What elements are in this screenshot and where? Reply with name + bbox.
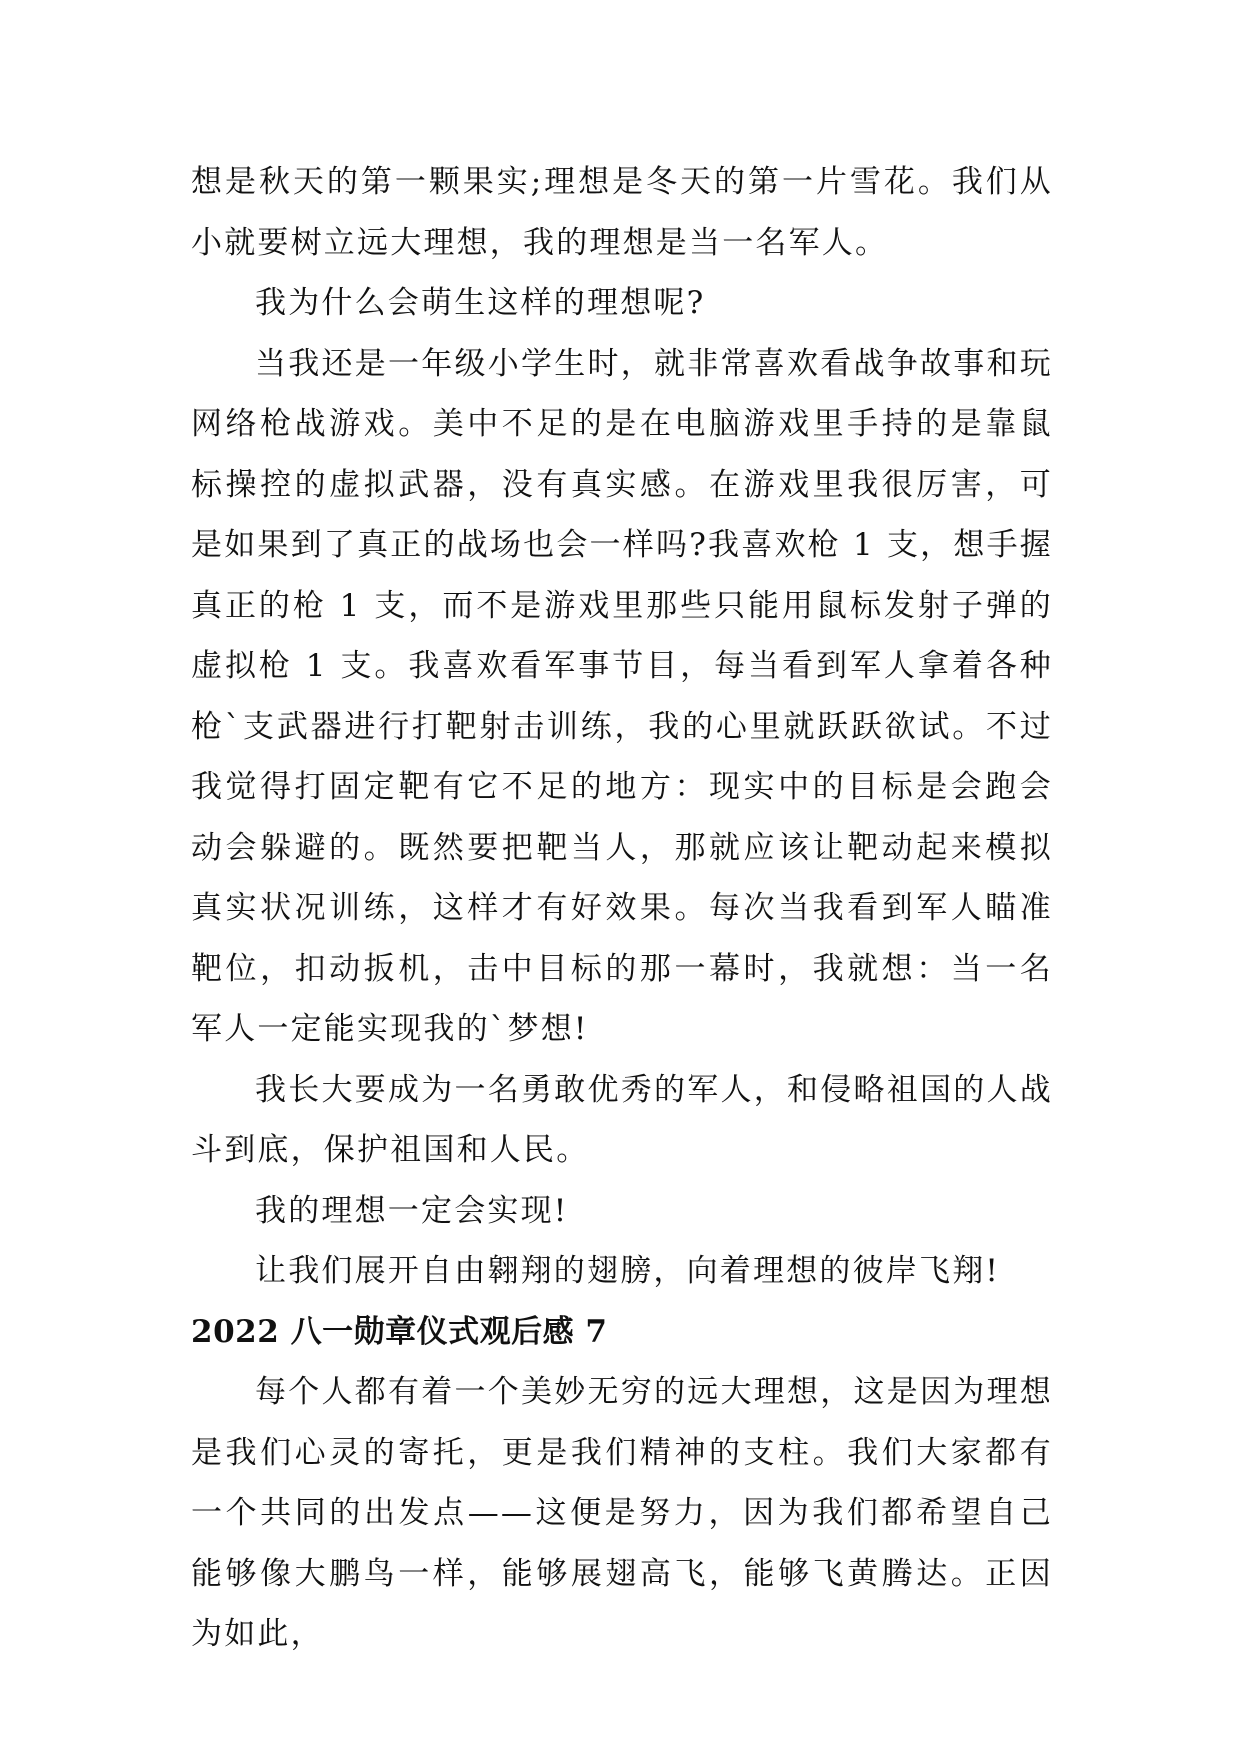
paragraph-4: 我长大要成为一名勇敢优秀的军人，和侵略祖国的人战斗到底，保护祖国和人民。 bbox=[191, 1071, 1053, 1168]
document-body bbox=[191, 152, 1053, 1665]
section-heading: 2022 八一勋章仪式观后感 7 bbox=[191, 1313, 608, 1350]
paragraph-1: 想是秋天的第一颗果实;理想是冬天的第一片雪花。我们从小就要树立远大理想，我的理想是当一名军人。 bbox=[191, 164, 1053, 261]
paragraph-7: 每个人都有着一个美妙无穷的远大理想，这是因为理想是我们心灵的寄托，更是我们精神的支柱。我们大家都有一个共同的出发点——这便是努力，因为我们都希望自己能够像大鹏鸟一样，能够展翅高飞，能够飞黄腾达。正因为如此， bbox=[191, 1374, 1053, 1652]
paragraph-2: 我为什么会萌生这样的理想呢? bbox=[255, 285, 706, 321]
paragraph-3: 当我还是一年级小学生时，就非常喜欢看战争故事和玩网络枪战游戏。美中不足的是在电脑游戏里手持的是靠鼠标操控的虚拟武器，没有真实感。在游戏里我很厉害，可是如果到了真正的战场也会一样吗?我喜欢枪 1 支，想手握真正的枪 1 支，而不是游戏里那些只能用鼠标发射子弹的虚拟枪 1 支。我喜欢看军事节目，每当看到军人拿着各种枪`支武器进行打靶射击训练，我的心里就跃跃欲试。不过我觉得打固定靶有它不足的地方：现实中的目标是会跑会动会躲避的。既然要把靶当人，那就应该让靶动起来模拟真实状况训练，这样才有好效果。每次当我看到军人瞄准靶位，扣动扳机，击中目标的那一幕时，我就想：当一名军人一定能实现我的`梦想! bbox=[191, 345, 1053, 1047]
paragraph-6: 让我们展开自由翱翔的翅膀，向着理想的彼岸飞翔! bbox=[255, 1253, 1001, 1289]
paragraph-5: 我的理想一定会实现! bbox=[255, 1192, 569, 1229]
